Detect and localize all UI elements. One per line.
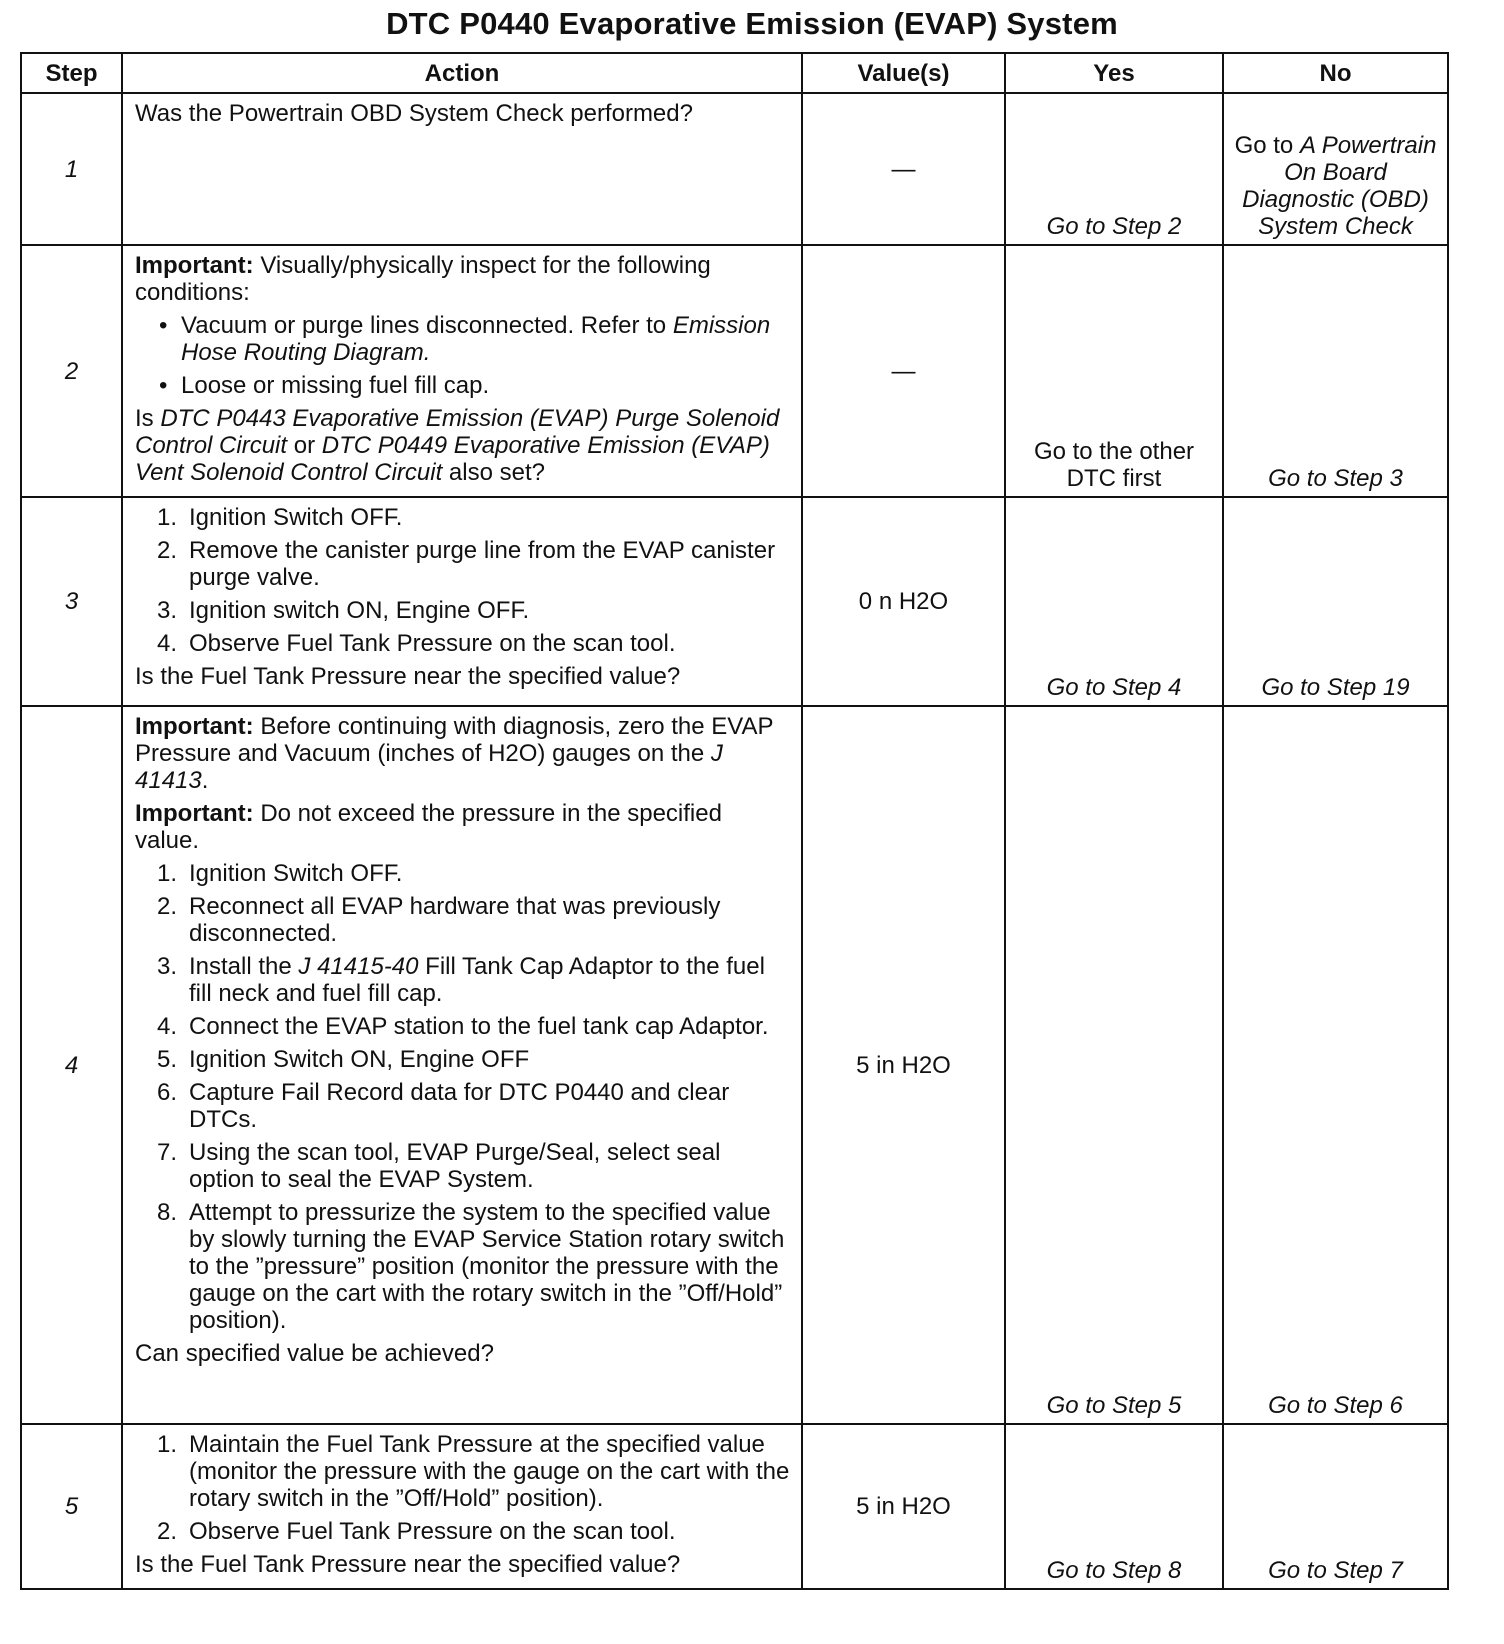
yes-cell: Go to Step 2 bbox=[1005, 93, 1223, 245]
action-cell bbox=[122, 245, 802, 497]
value-cell: 5 in H2O bbox=[802, 1424, 1005, 1589]
table-row bbox=[21, 497, 1448, 706]
question-text: Can specified value be achieved? bbox=[135, 1340, 494, 1367]
tool-ref: J 41413 bbox=[135, 740, 723, 794]
yes-cell: Go to Step 4 bbox=[1005, 497, 1223, 706]
value-cell: 5 in H2O bbox=[802, 706, 1005, 1424]
header-action: Action bbox=[122, 53, 802, 93]
procedure-list bbox=[135, 1431, 791, 1545]
step-number: 1 bbox=[21, 93, 122, 245]
important-text: Visually/physically inspect for the following conditions: bbox=[135, 252, 711, 306]
step-number: 5 bbox=[21, 1424, 122, 1589]
list-item: 3. Ignition switch ON, Engine OFF. bbox=[157, 597, 530, 624]
no-link-text: A Powertrain On Board Diagnostic (OBD) System Check bbox=[1242, 132, 1437, 240]
yes-cell: Go to the other DTC first bbox=[1005, 245, 1223, 497]
no-cell: Go to Step 6 bbox=[1223, 706, 1448, 1424]
no-cell: Go to Step 7 bbox=[1223, 1424, 1448, 1589]
question-text: Is DTC P0443 Evaporative Emission (EVAP) Purge Solenoid Control Circuit or DTC P0449 Evaporative Emission (EVAP) Vent Solenoid Control Circuit also set? bbox=[135, 405, 780, 486]
procedure-list bbox=[135, 860, 791, 1334]
question-text: Was the Powertrain OBD System Check performed? bbox=[135, 100, 693, 127]
header-row bbox=[21, 53, 1448, 93]
yes-cell: Go to Step 8 bbox=[1005, 1424, 1223, 1589]
tool-ref: J 41415-40 bbox=[298, 953, 419, 980]
list-item: 2. Reconnect all EVAP hardware that was previously disconnected. bbox=[157, 893, 721, 947]
yes-cell: Go to Step 5 bbox=[1005, 706, 1223, 1424]
list-item: 3. Install the J 41415-40 Fill Tank Cap Adaptor to the fuel fill neck and fuel fill cap. bbox=[157, 953, 765, 1007]
page-title: DTC P0440 Evaporative Emission (EVAP) System bbox=[386, 6, 1118, 41]
diagnostic-table bbox=[20, 52, 1449, 1590]
step-number: 2 bbox=[21, 245, 122, 497]
no-cell bbox=[1223, 93, 1448, 245]
action-cell bbox=[122, 497, 802, 706]
no-cell: Go to Step 19 bbox=[1223, 497, 1448, 706]
header-no: No bbox=[1223, 53, 1448, 93]
list-item: 6. Capture Fail Record data for DTC P0440 and clear DTCs. bbox=[157, 1079, 730, 1133]
list-item: 4. Connect the EVAP station to the fuel tank cap Adaptor. bbox=[157, 1013, 769, 1040]
action-cell: Important: Before continuing with diagnosis, zero the EVAP Pressure and Vacuum (inches of H2O) gauges on the J 41413. Important: Do not exceed the pressure in the specified value. 1. Ignition Switch OFF. 2. Reconnect all EVAP hardware that was previously disconnected. 3. Install the J 41415-40 Fill Tank Cap Adaptor to the fuel fill neck and fuel fill cap. 4. Connect the EVAP station to the fuel tank cap Adaptor. 5. Ignition Switch ON, Engine OFF 6. Capture Fail Record data for DTC P0440 and clear DTCs. 7. Using the scan tool, EVAP Purge/Seal, select seal option to seal the EVAP System. 8. Attempt to pressurize the system to the specified value by slowly turning the EVAP Service Station rotary switch to the ”pressure” position (monitor the pressure with the gauge on the cart with the rotary switch in the ”Off/Hold” position). Can specified value be achieved? bbox=[122, 706, 802, 1424]
no-cell: Go to Step 3 bbox=[1223, 245, 1448, 497]
table-row bbox=[21, 245, 1448, 497]
header-yes: Yes bbox=[1005, 53, 1223, 93]
hose-diagram-ref: Emission Hose Routing Diagram. bbox=[181, 312, 771, 366]
question-text: Is the Fuel Tank Pressure near the specified value? bbox=[135, 1551, 681, 1578]
list-item: 1. Ignition Switch OFF. bbox=[157, 860, 403, 887]
list-item: 2. Remove the canister purge line from the EVAP canister purge valve. bbox=[157, 537, 776, 591]
no-prefix: Go to bbox=[1234, 132, 1300, 159]
list-item: 2. Observe Fuel Tank Pressure on the scan tool. bbox=[157, 1518, 676, 1545]
step-number: 3 bbox=[21, 497, 122, 706]
list-item: • Loose or missing fuel fill cap. bbox=[135, 372, 791, 399]
list-item: 5. Ignition Switch ON, Engine OFF bbox=[157, 1046, 530, 1073]
value-cell: 0 n H2O bbox=[802, 497, 1005, 706]
header-step: Step bbox=[21, 53, 122, 93]
list-item: 8. Attempt to pressurize the system to the specified value by slowly turning the EVAP Service Station rotary switch to the ”pressure” position (monitor the pressure with the gauge on the cart with the rotary switch in the ”Off/Hold” position). bbox=[157, 1199, 785, 1334]
list-item: • Vacuum or purge lines disconnected. Refer to Emission Hose Routing Diagram. bbox=[135, 312, 791, 366]
important-label: Important: bbox=[135, 252, 254, 279]
question-text: Is the Fuel Tank Pressure near the specified value? bbox=[135, 663, 681, 690]
action-cell bbox=[122, 1424, 802, 1589]
condition-list bbox=[135, 312, 791, 399]
table-row bbox=[21, 93, 1448, 245]
header-values: Value(s) bbox=[802, 53, 1005, 93]
list-item: 1. Ignition Switch OFF. bbox=[157, 504, 403, 531]
action-cell bbox=[122, 93, 802, 245]
value-cell: — bbox=[802, 93, 1005, 245]
list-item: 4. Observe Fuel Tank Pressure on the scan tool. bbox=[157, 630, 676, 657]
step-number: 4 bbox=[21, 706, 122, 1424]
table-row bbox=[21, 706, 1448, 1424]
value-cell: — bbox=[802, 245, 1005, 497]
list-item: 1. Maintain the Fuel Tank Pressure at the specified value (monitor the pressure with the gauge on the cart with the rotary switch in the ”Off/Hold” position). bbox=[157, 1431, 790, 1512]
procedure-list bbox=[135, 504, 791, 657]
list-item: 7. Using the scan tool, EVAP Purge/Seal, select seal option to seal the EVAP System. bbox=[157, 1139, 721, 1193]
table-row bbox=[21, 1424, 1448, 1589]
